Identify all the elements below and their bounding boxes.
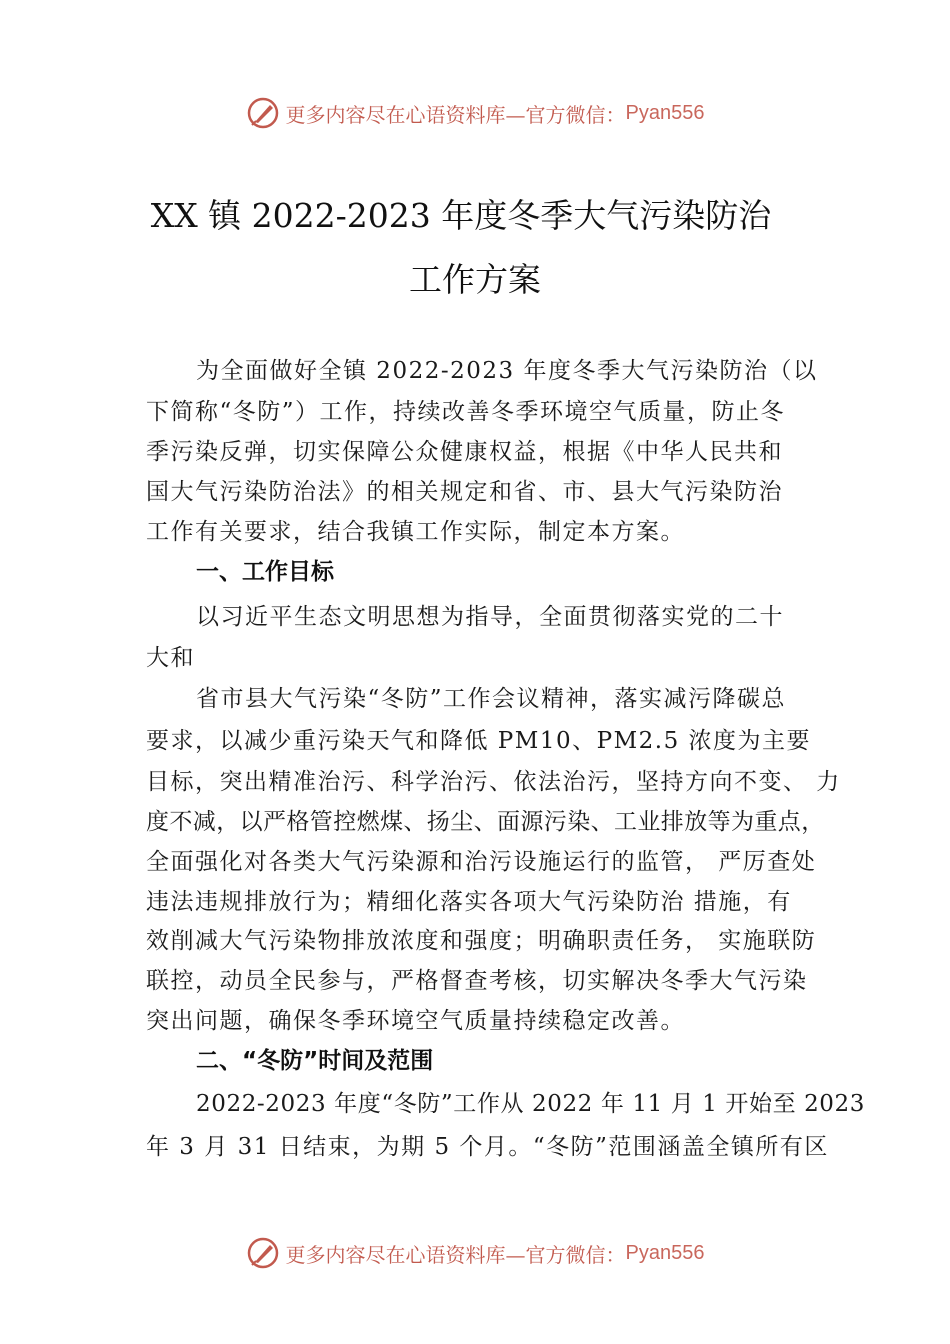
- watermark-header: [0, 96, 950, 130]
- document-title-line2: 工作方案: [409, 260, 541, 299]
- intro-line: 季污染反弹，切实保障公众健康权益，根据《中华人民共和: [146, 439, 783, 465]
- section1-line: 大和: [146, 645, 195, 671]
- intro-line: 工作有关要求，结合我镇工作实际，制定本方案。: [146, 519, 685, 545]
- section-heading-period: 二、“冬防”时间及范围: [196, 1048, 434, 1074]
- quill-logo-icon: [246, 1236, 280, 1270]
- section1-line: 全面强化对各类大气污染源和治污设施运行的监管， 严厉查处: [146, 849, 817, 875]
- section1-line: 要求，以减少重污染天气和降低 PM10、PM2.5 浓度为主要: [146, 728, 812, 754]
- watermark-wechat: Pyan556: [625, 1241, 705, 1264]
- quill-logo-icon: [246, 96, 280, 130]
- watermark-footer: [0, 1236, 950, 1270]
- section1-line: 违法违规排放行为；精细化落实各项大气污染防治 措施，有: [146, 889, 792, 915]
- section2-line: 2022-2023 年度“冬防”工作从 2022 年 11 月 1 开始至 2023: [196, 1091, 866, 1117]
- watermark-text: 更多内容尽在心语资料库—官方微信：: [285, 1242, 626, 1267]
- section1-line: 效削减大气污染物排放浓度和强度；明确职责任务， 实施联防: [146, 928, 817, 954]
- section1-line: 度不减，以严格管控燃煤、扬尘、面源污染、工业排放等为重点，: [146, 809, 825, 835]
- section1-line: 突出问题，确保冬季环境空气质量持续稳定改善。: [146, 1008, 685, 1034]
- intro-line: 下简称“冬防”）工作，持续改善冬季环境空气质量，防止冬: [146, 399, 786, 425]
- section1-line: 省市县大气污染“冬防”工作会议精神，落实减污降碳总: [196, 686, 787, 712]
- section2-line: 年 3 月 31 日结束，为期 5 个月。“冬防”范围涵盖全镇所有区: [146, 1134, 829, 1160]
- intro-line: 国大气污染防治法》的相关规定和省、市、县大气污染防治: [146, 479, 783, 505]
- intro-line: 为全面做好全镇 2022-2023 年度冬季大气污染防治（以: [196, 358, 818, 384]
- section1-line: 联控，动员全民参与，严格督查考核，切实解决冬季大气污染: [146, 968, 808, 994]
- watermark-text: 更多内容尽在心语资料库—官方微信：: [285, 102, 626, 127]
- document-title-line1: XX 镇 2022-2023 年度冬季大气污染防治: [150, 196, 772, 235]
- section1-line: 目标，突出精准治污、科学治污、依法治污，坚持方向不变、 力: [146, 769, 841, 795]
- section-heading-goals: 一、工作目标: [196, 559, 334, 585]
- section1-line: 以习近平生态文明思想为指导，全面贯彻落实党的二十: [196, 604, 784, 630]
- watermark-wechat: Pyan556: [625, 101, 705, 124]
